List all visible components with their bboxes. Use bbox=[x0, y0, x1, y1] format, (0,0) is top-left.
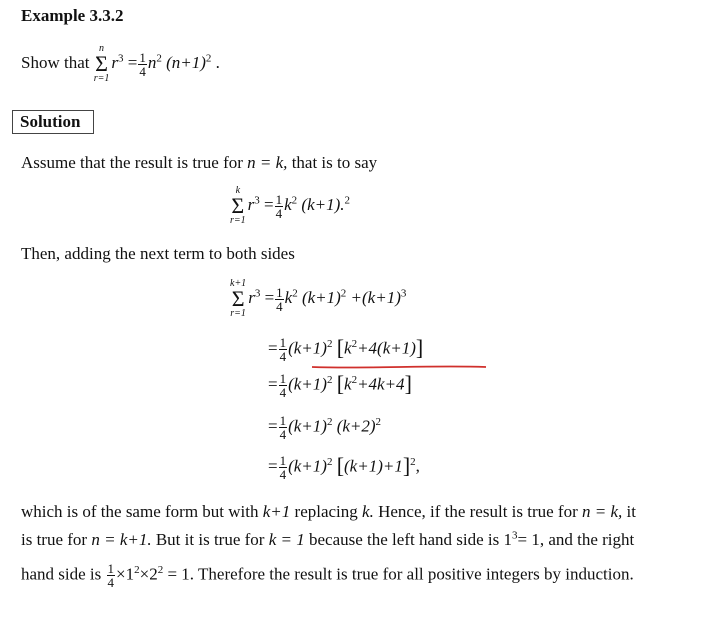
equation-2: k+1 Σ $r=1r^3$ = $\frac{1}{4}$ $k^2$ $(k+1)^2 +(k+1)^3$ bbox=[230, 278, 407, 319]
equation-line-5: = $\frac{1}{4}$ $(k+1)^2$ $(k+2)^2$ bbox=[268, 413, 382, 442]
paragraph-line-1: which is of the same form but with k+1 replacing k. Hence, if the result is true for n = k, it bbox=[21, 502, 636, 521]
red-underline bbox=[310, 363, 490, 371]
paragraph-line-3: hand side is $\frac{1}{4}$ $\times 1^2\times 2^2 = 1$. Therefore the result is true for all positive integers by induction. bbox=[21, 561, 634, 590]
fraction: $\frac{1}{4}$ bbox=[139, 49, 146, 79]
then-line: Then, adding the next term to both sides bbox=[21, 244, 295, 263]
statement-prefix: Show that bbox=[21, 52, 90, 72]
sum-sign: n Σ r=1 bbox=[93, 43, 110, 84]
assume-line: Assume that the result is true for n = k, that is to say bbox=[21, 153, 378, 172]
equation-line-4: = $\frac{1}{4}$ $(k+1)^2$ $[k^2+4k+4]$ bbox=[268, 371, 412, 400]
equation-line-6: = $\frac{1}{4}$ $(k+1)^2$ $[(k+1)+1]^2$, bbox=[268, 453, 420, 482]
equation-1: k Σ $r=1r^3$ = $\frac{1}{4}$ $k^2$ (k+1).$^2$ bbox=[230, 185, 350, 226]
paragraph-line-2: is true for n = k+1. But it is true for k = 1 because the left hand side is $1^3= 1$, and the right bbox=[21, 529, 635, 549]
statement: Show that n Σ $r=1r^3$ = $\frac{1}{4}$ $n^2$ $(n+1)^2$ . bbox=[21, 43, 220, 84]
equation-line-3: = $\frac{1}{4}$ $(k+1)^2$ $[k^2+4(k+1)]$ bbox=[268, 335, 424, 364]
example-title: Example 3.3.2 bbox=[21, 6, 124, 25]
solution-label: Solution bbox=[20, 112, 81, 131]
